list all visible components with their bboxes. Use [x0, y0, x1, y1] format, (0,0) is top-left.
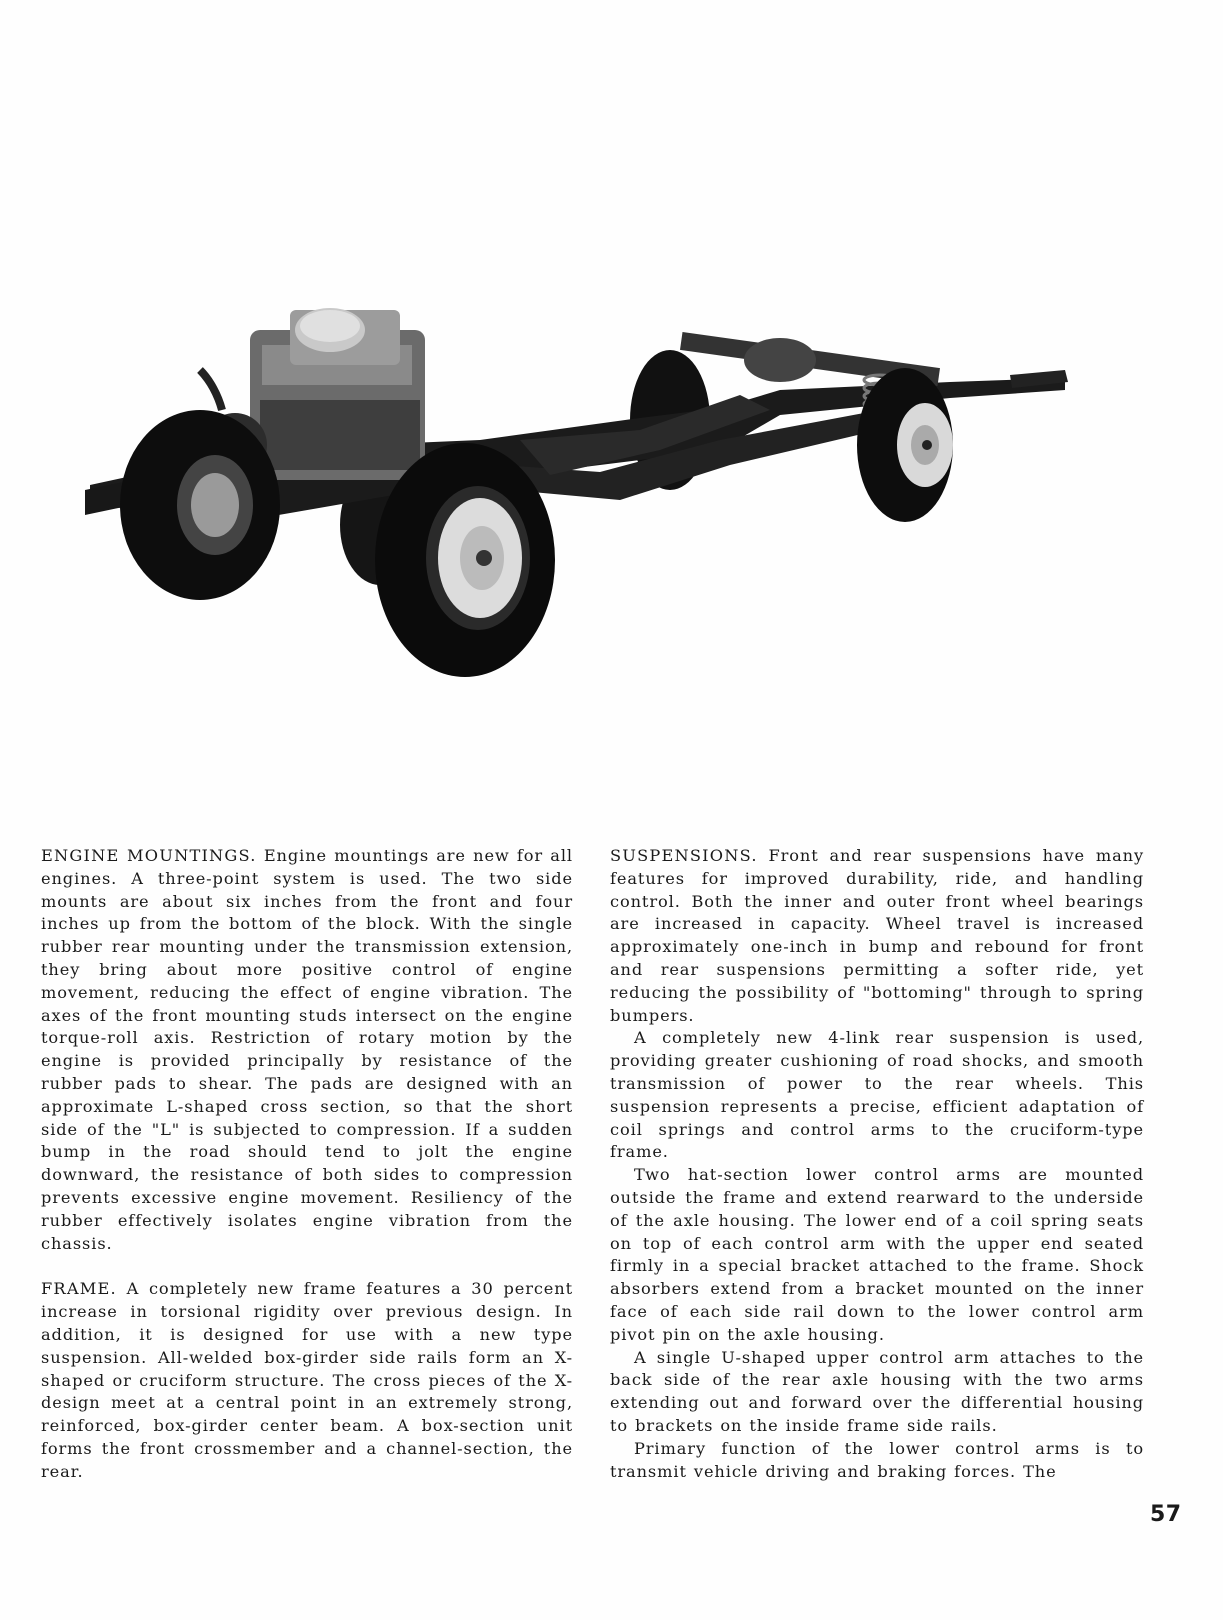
engine-mountings-heading: ENGINE MOUNTINGS. [41, 846, 257, 865]
rear-suspension-paragraph: A completely new 4-link rear suspension is used, providing greater cushioning of road shocks, and smooth transmission of power to the rear wheels. This suspension represents a precise, efficient adaptation of coil springs and control arms to the cruciform-type frame. [610, 1028, 1144, 1162]
right-column [610, 845, 1144, 1483]
suspensions-paragraph [610, 845, 1144, 1027]
engine-mountings-paragraph [41, 845, 573, 1255]
engine-mountings-body: Engine mountings are new for all engines. A three-point system is used. The two side mounts are about six inches from the front and four inches up from the bottom of the block. With the single rubber rear mounting under the transmission extension, they bring about more positive control of engine movement, reducing the effect of engine vibration. The axes of the front mounting studs intersect on the engine torque-roll axis. Restriction of rotary motion by the engine is provided principally by resistance of the rubber pads to shear. The pads are designed with an approximate L-shaped cross section, so that the short side of the "L" is subjected to compression. If a sudden bump in the road should tend to jolt the engine downward, the resistance of both sides to compression prevents excessive engine movement. Resiliency of the rubber effectively isolates engine vibration from the chassis. [41, 846, 573, 1253]
left-column [41, 845, 573, 1484]
control-arms-paragraph: Two hat-section lower control arms are mounted outside the frame and extend rearward to the underside of the axle housing. The lower end of a coil spring seats on top of each control arm with the upper end seated firmly in a special bracket attached to the frame. Shock absorbers extend from a bracket mounted on the inner face of each side rail down to the lower control arm pivot pin on the axle housing. [610, 1165, 1144, 1344]
suspensions-heading: SUSPENSIONS. [610, 846, 758, 865]
suspensions-body: Front and rear suspensions have many features for improved durability, ride, and handling control. Both the inner and outer front wheel bearings are increased in capacity. Wheel travel is increased approximately one-inch in bump and rebound for front and rear suspensions permitting a softer ride, yet reducing the possibility of "bottoming" through to spring bumpers. [610, 846, 1145, 1025]
frame-heading: FRAME. [41, 1279, 117, 1299]
frame-body: A completely new frame features a 30 percent increase in torsional rigidity over previous design. In addition, it is designed for use with a new type suspension. All-welded box-girder side rails form an X-shaped or cruciform structure. The cross pieces of the X-design meet at a central point in an extremely strong, reinforced, box-girder center beam. A box-section unit forms the front crossmember and a channel-section, the rear. [41, 1279, 574, 1481]
function-paragraph: Primary function of the lower control arms is to transmit vehicle driving and braking forces. The [610, 1438, 1144, 1481]
page-number: 57 [1150, 1502, 1182, 1527]
frame-paragraph [41, 1278, 573, 1483]
chassis-illustration [80, 290, 1110, 690]
chassis-photo [80, 290, 1110, 690]
upper-control-arm-paragraph: A single U-shaped upper control arm attaches to the back side of the rear axle housing with the two arms extending out and forward over the differential housing to brackets on the inside frame side rails. [610, 1347, 1144, 1435]
